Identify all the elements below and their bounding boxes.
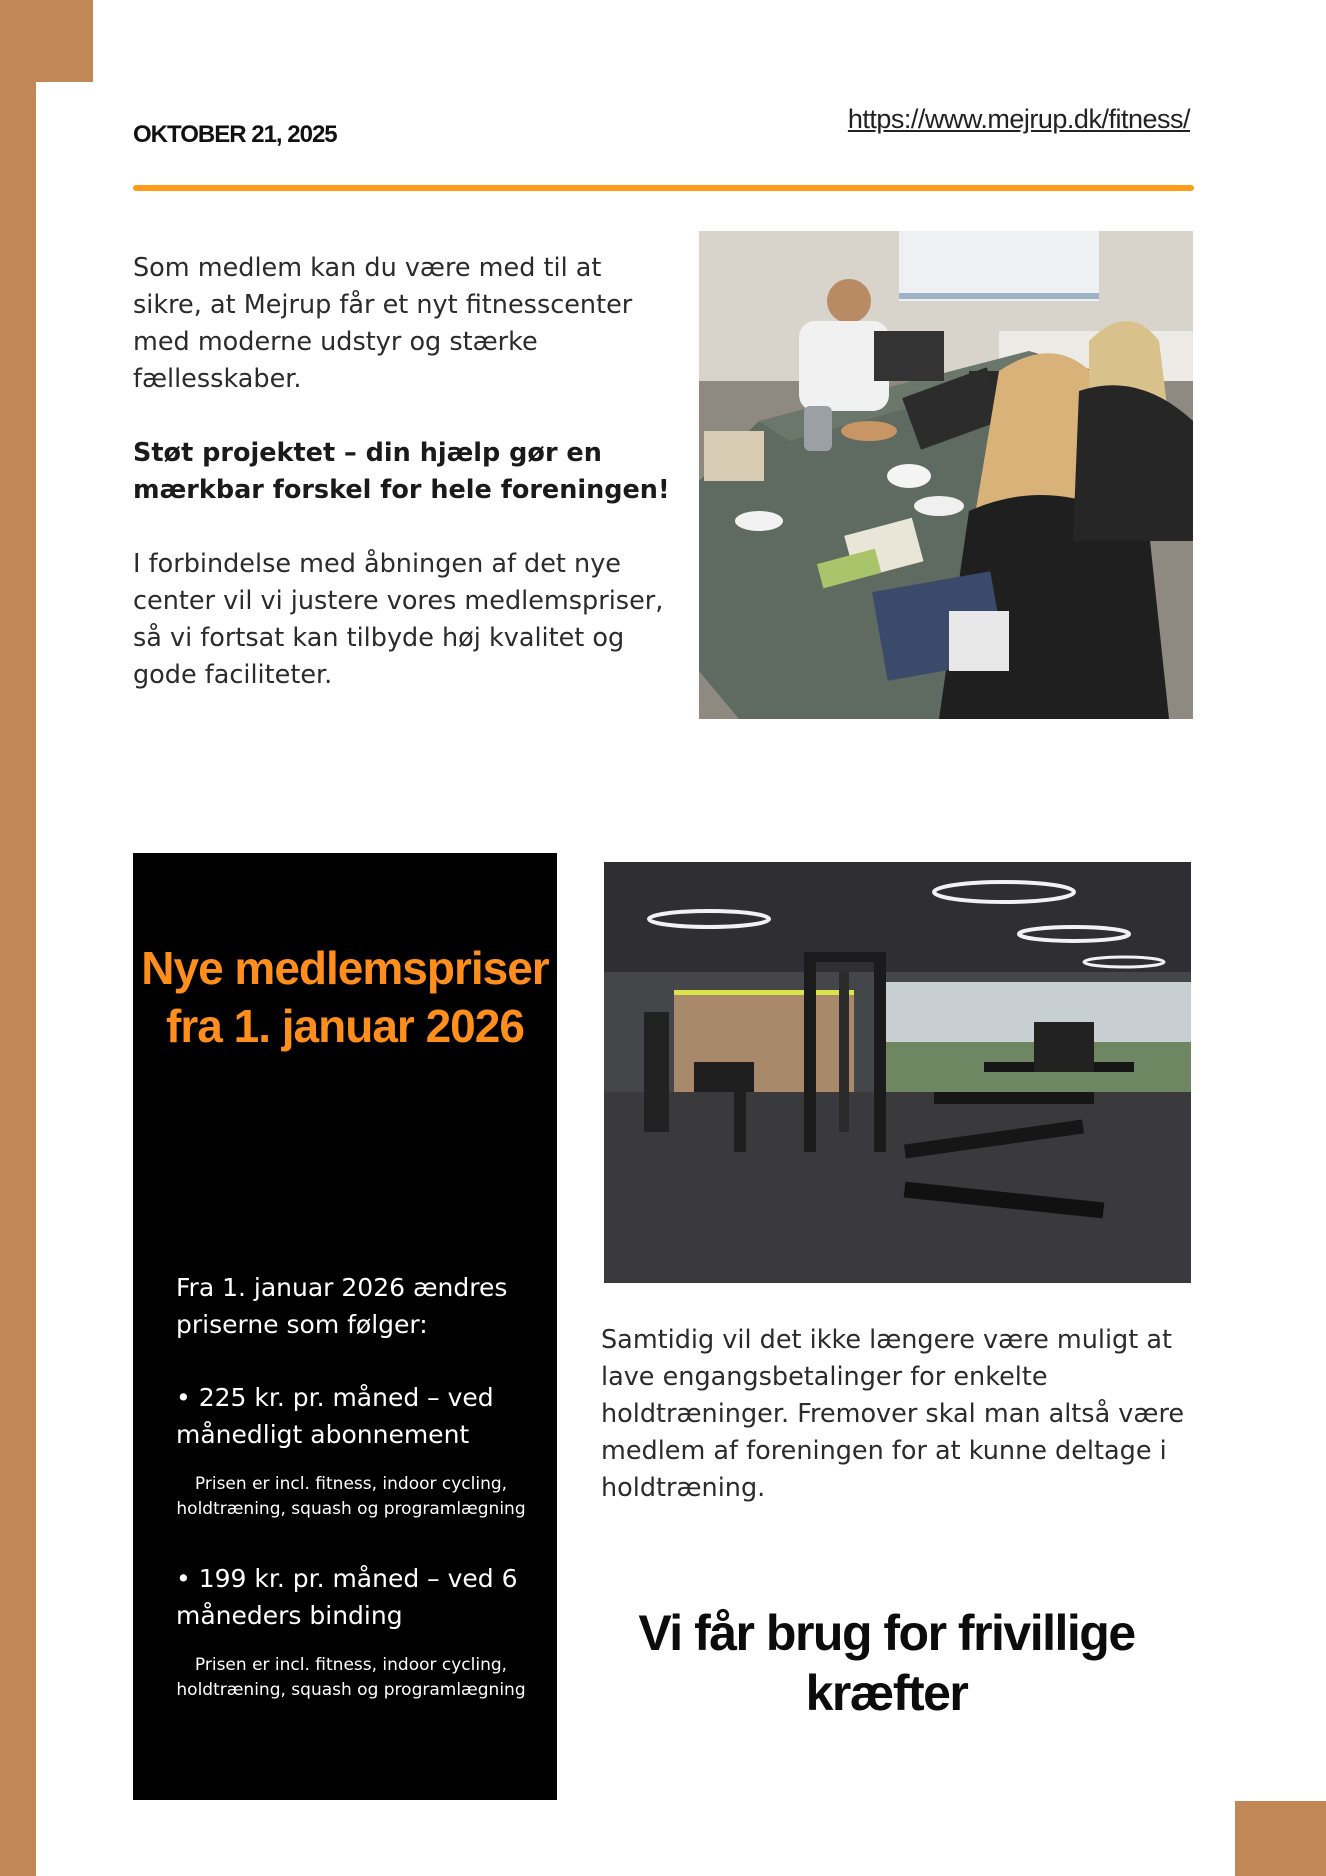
price-item-monthly: • 225 kr. pr. måned – ved månedligt abonnement: [176, 1383, 494, 1449]
price-note-monthly: Prisen er incl. fitness, indoor cycling, holdtræning, squash og programlægning: [176, 1474, 526, 1519]
meeting-photo: [699, 231, 1193, 719]
gym-rendering-photo: [604, 862, 1191, 1283]
intro-paragraph-3: I forbindelse med åbningen af det nye center vil vi justere vores medlemspriser, så vi fortsat kan tilbyde høj kvalitet og gode faciliteter.: [133, 549, 664, 690]
intro-paragraph-1: Som medlem kan du være med til at sikre, at Mejrup får et nyt fitnesscenter med moderne udstyr og stærke fællesskaber.: [133, 253, 633, 394]
decorative-left-bar: [0, 0, 36, 1876]
article-date: OKTOBER 21, 2025: [133, 121, 337, 148]
intro-text: [133, 250, 673, 731]
website-link[interactable]: https://www.mejrup.dk/fitness/: [847, 104, 1190, 134]
prices-body: [176, 1269, 536, 1741]
volunteer-heading: Vi får brug for frivillige kræfter: [638, 1605, 1135, 1721]
prices-intro: Fra 1. januar 2026 ændres priserne som følger:: [176, 1273, 508, 1339]
intro-callout: Støt projektet – din hjælp gør en mærkbar forskel for hele foreningen!: [133, 438, 670, 505]
header-divider: [133, 185, 1194, 191]
decorative-corner-bottom-right: [1235, 1801, 1326, 1876]
prices-heading: Nye medlemspriser fra 1. januar 2026: [141, 942, 549, 1052]
prices-box: [133, 853, 557, 1800]
price-note-6-months: Prisen er incl. fitness, indoor cycling, holdtræning, squash og programlægning: [176, 1655, 526, 1700]
price-item-6-months: • 199 kr. pr. måned – ved 6 måneders binding: [176, 1564, 518, 1630]
membership-change-text: Samtidig vil det ikke længere være muligt at lave engangsbetalinger for enkelte holdtræninger. Fremover skal man altså være medlem af foreningen for at kunne deltage i holdtræning.: [601, 1325, 1185, 1503]
